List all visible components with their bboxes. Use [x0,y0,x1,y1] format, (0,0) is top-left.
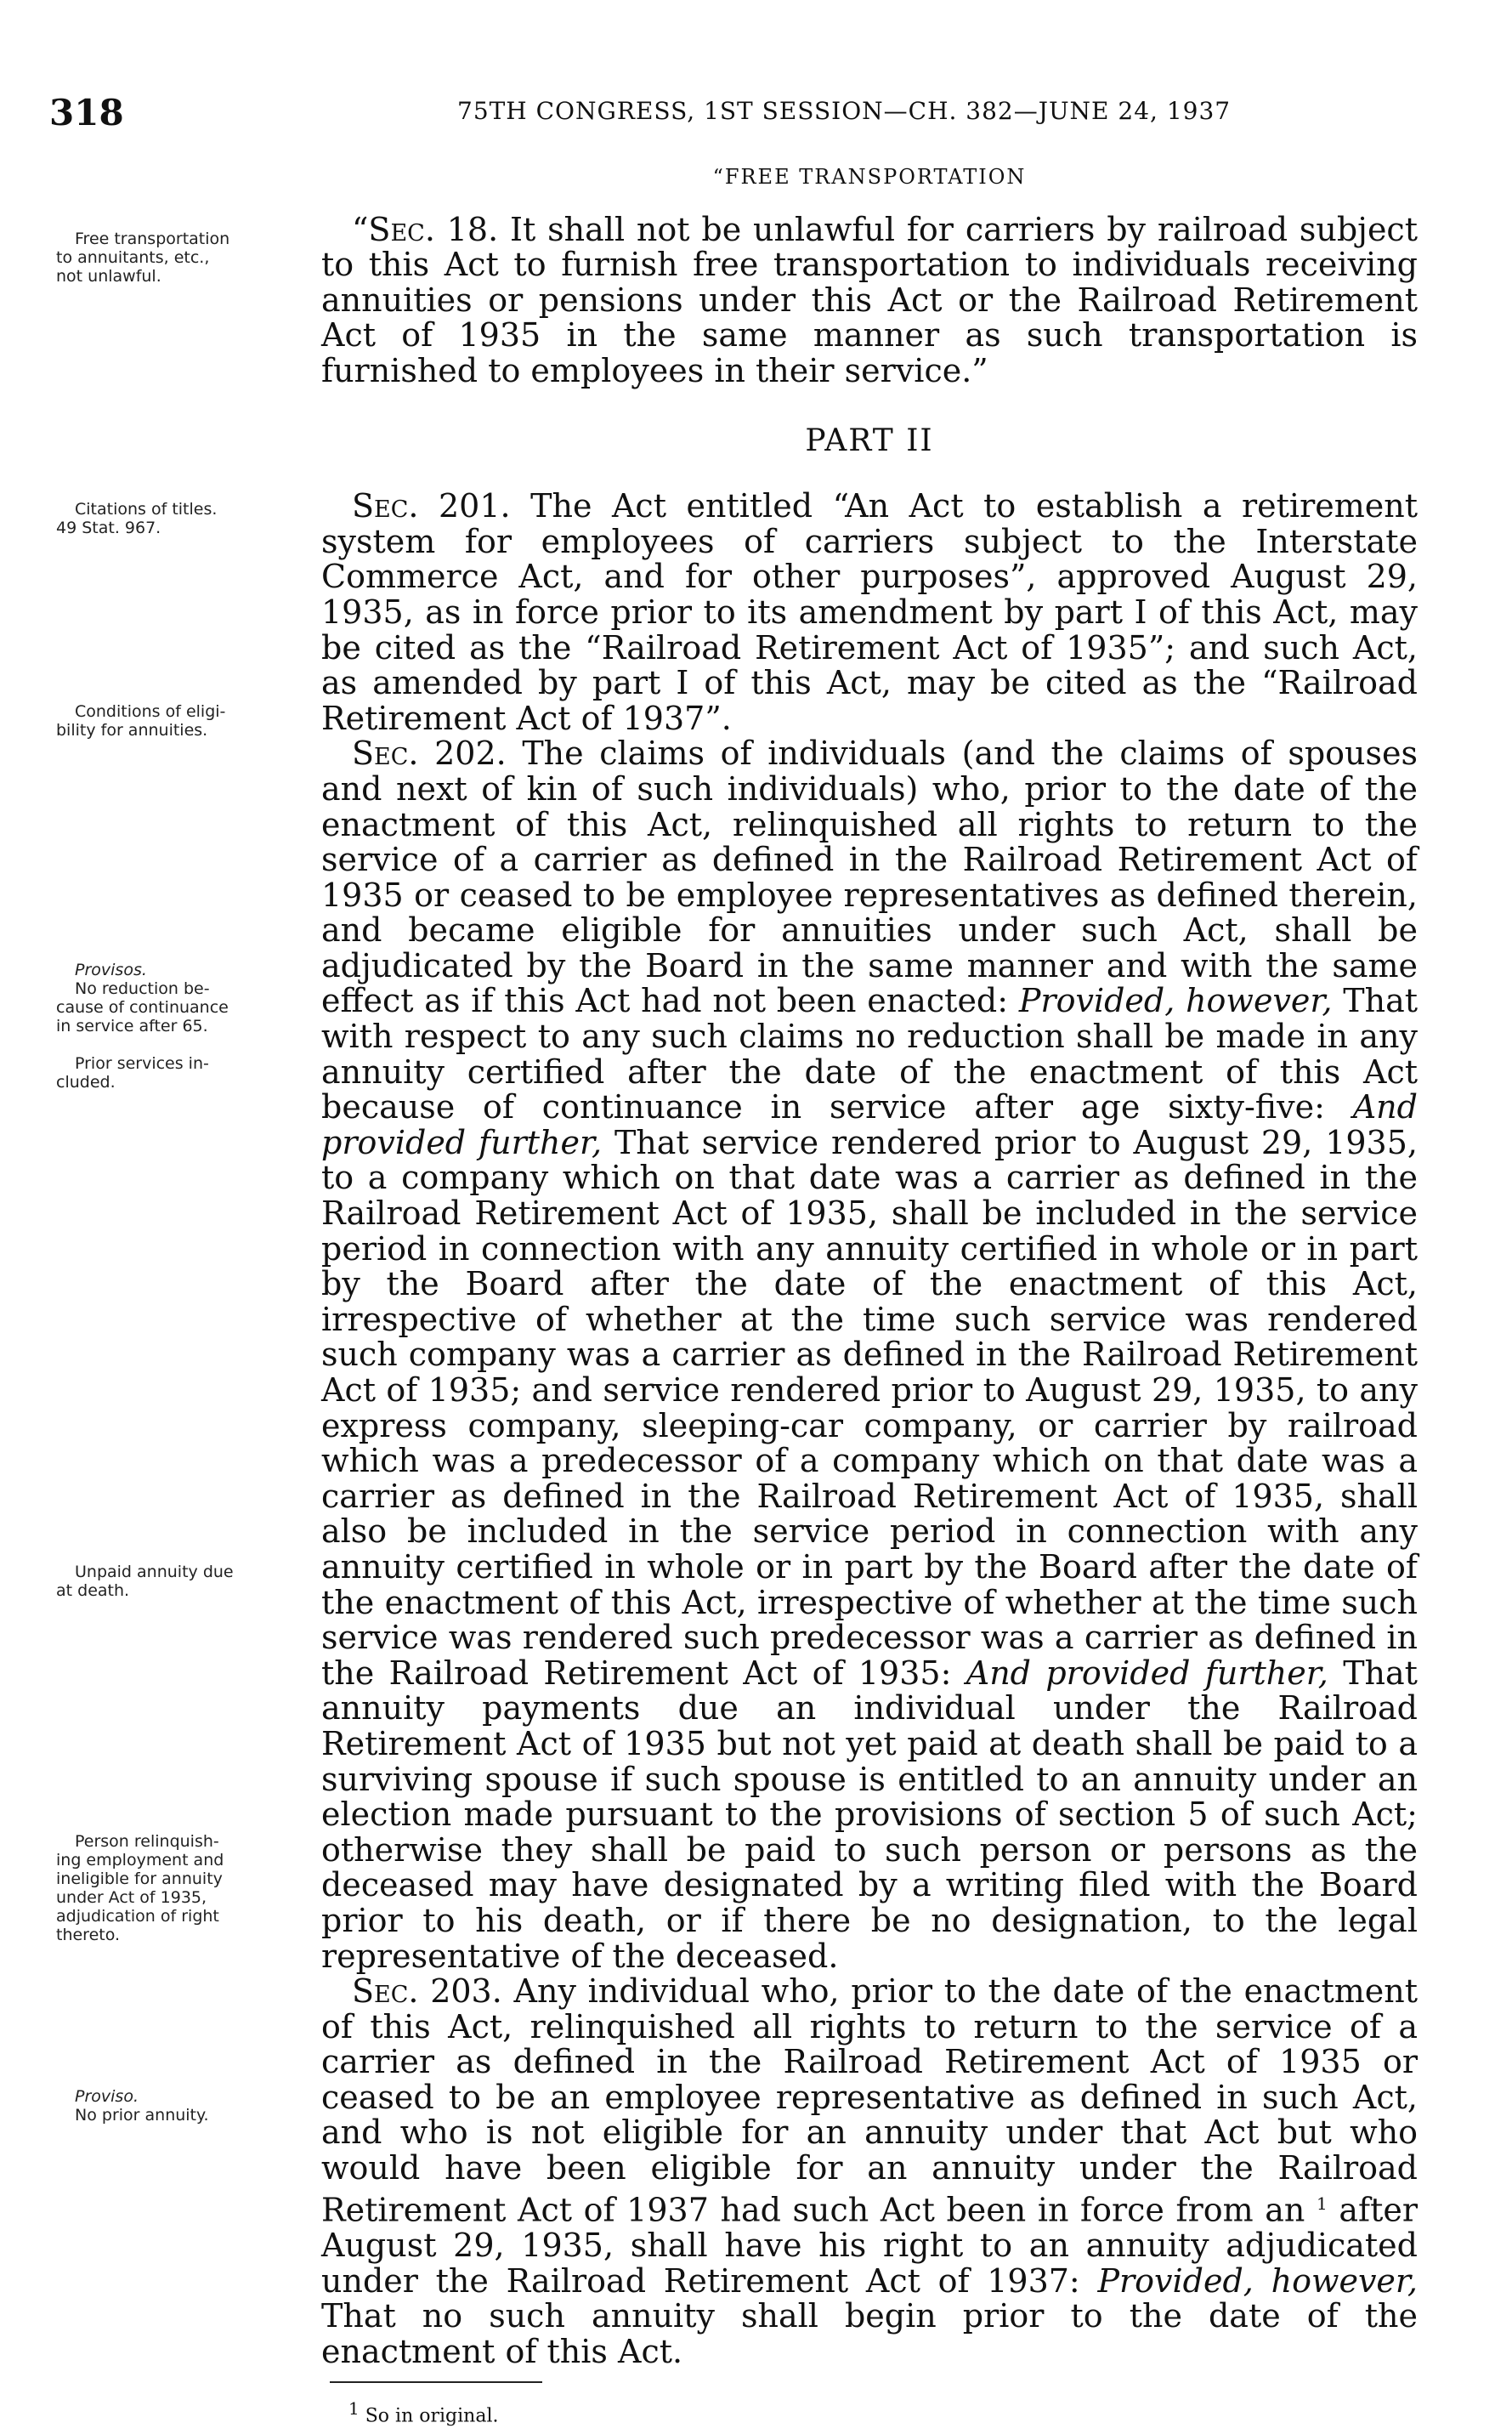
main-text [321,160,1418,2434]
margin-note-line: ing employment and [56,1851,224,1869]
margin-note-line: Proviso. [75,2087,139,2106]
section-text: That no such annuity shall begin prior to the date of the enactment of this Act. [321,2297,1418,2370]
section-18-heading: “FREE TRANSPORTATION [712,165,1027,189]
margin-note-person [56,1832,311,1944]
margin-note-proviso [56,2087,311,2125]
margin-note-line: Person relinquish- [75,1832,219,1851]
section-text: That annuity payments due an individual under the Railroad Retirement Act of 1935 but not yet paid at death shall be paid to a surviving spouse if such spouse is entitled to an annuity under an election made pursuant to the provisions of section 5 of such Act; otherwise they shall be paid to such person or persons as the deceased may have designated by a writing filed with the Board prior to his death, or if there be no designation, to the legal representative of the deceased. [321,1654,1418,1975]
margin-note-line: 49 Stat. 967. [56,519,161,537]
margin-note-line: Prior services in- [75,1054,209,1073]
footnote [348,2391,1418,2434]
section-text: The claims of individuals (and the claims of spouses and next of kin of such individuals) who, prior to the date of the enactment of this Act, relinquished all rights to return to the service of a carrier as defined in the Railroad Retirement Act of 1935 or ceased to be employee representatives as defined therein, and became eligible for annuities under such Act, shall be adjudicated by the Board in the same manner and with the same effect as if this Act had not been enacted: [321,735,1418,1020]
margin-note-line: adjudication of right [56,1907,219,1926]
margin-note-line: ineligible for annuity [56,1869,223,1888]
section-label: “Sec. 18. [352,210,499,248]
section-text: The Act entitled “An Act to establish a retirement system for employees of carriers subject to the Interstate Commerce Act, and for other purposes”, approved August 29, 1935, as in force prior to its amendment by part I of this Act, may be cited as the “Railroad Retirement Act of 1935”; and such Act, as amended by part I of this Act, may be cited as the “Railroad Retirement Act of 1937”. [321,487,1418,737]
section-label: Sec. 202. [352,735,507,773]
margin-note-line: cluded. [56,1073,116,1092]
section-label: Sec. 203. [352,1972,502,2011]
margin-note-unpaid [56,1563,311,1600]
section-201 [321,489,1418,736]
margin-note-line: No prior annuity. [75,2106,209,2125]
margin-note-line: cause of continuance [56,998,229,1017]
proviso-phrase: And provided further, [966,1654,1328,1692]
margin-note-line: Free transportation [75,230,230,248]
part-heading: PART II [805,423,934,458]
footnote-text: So in original. [365,2405,499,2427]
section-text: Any individual who, prior to the date of the enactment of this Act, relinquished all rights to return to the service of a carrier as defined in the Railroad Retirement Act of 1935 or ceased to be an employee representative as defined in such Act, and who is not eligible for an annuity under that Act but who would have been eligible for an annuity under the Railroad Retirement Act of 1937 had such Act been in force from an [321,1972,1418,2229]
section-label: Sec. 201. [352,487,511,525]
proviso-phrase: Provided, however, [1097,2261,1418,2300]
section-203 [321,1974,1418,2369]
margin-note-citations [56,500,311,537]
margin-note-line: thereto. [56,1926,121,1944]
margin-note-line: Unpaid annuity due [75,1563,234,1581]
footnote-divider [330,2381,542,2383]
running-head: 75TH CONGRESS, 1ST SESSION—CH. 382—JUNE 24, 1937 [457,97,1232,125]
margin-note-line: Conditions of eligi- [75,702,226,721]
margin-note-line: under Act of 1935, [56,1888,207,1907]
margin-note-line: in service after 65. [56,1017,208,1035]
footnote-reference: 1 [1317,2193,1328,2214]
page-number: 318 [49,92,124,133]
margin-note-conditions [56,702,311,740]
section-text: after August 29, 1935, shall have his right to an annuity adjudicated under the Railroad Retirement Act of 1937: [321,2191,1418,2300]
margin-note-prior-services [56,1054,311,1092]
section-18 [321,210,1418,389]
section-text: It shall not be unlawful for carriers by railroad subject to this Act to furnish free transportation to individuals receiving annuities or pensions under this Act or the Railroad Retirement Act of 1935 in the same manner as such transportation is furnished to employees in their service.” [321,210,1418,389]
margin-note-line: to annuitants, etc., [56,248,210,267]
margin-note-line: not unlawful. [56,267,161,286]
margin-note-line: Citations of titles. [75,500,218,519]
margin-note-line: Provisos. [75,961,147,979]
margin-note-line: at death. [56,1581,130,1600]
margin-note-line: No reduction be- [75,979,210,998]
section-text: That service rendered prior to August 29, 1935, to a company which on that date was a carrier as defined in the Railroad Retirement Act of 1935, shall be included in the service period in connection with any annuity certified in whole or in part by the Board after the date of the enactment of this Act, irrespective of whether at the time such service was rendered such company was a carrier as defined in the Railroad Retirement Act of 1935; and service rendered prior to August 29, 1935, to any express company, sleeping-car company, or carrier by railroad which was a predecessor of a company which on that date was a carrier as defined in the Railroad Retirement Act of 1935, shall also be included in the service period in connection with any annuity certified in whole or in part by the Board after the date of the enactment of this Act, irrespective of whether at the time such service was rendered such predecessor was a carrier as defined in the Railroad Retirement Act of 1935: [321,1123,1418,1692]
proviso-phrase: Provided, however, [1018,982,1333,1020]
footnote-mark: 1 [348,2398,360,2420]
margin-note-provisos [56,961,311,1035]
margin-note-line: bility for annuities. [56,721,208,740]
section-text: That with respect to any such claims no reduction shall be made in any annuity certified after the date of the enactment of this Act because of continuance in service after age sixty-five: [321,982,1418,1126]
section-202 [321,736,1418,1974]
margin-note-free-transportation [56,230,311,286]
page-header [49,92,1409,143]
proviso-phrase: And provided further, [321,1088,1418,1161]
